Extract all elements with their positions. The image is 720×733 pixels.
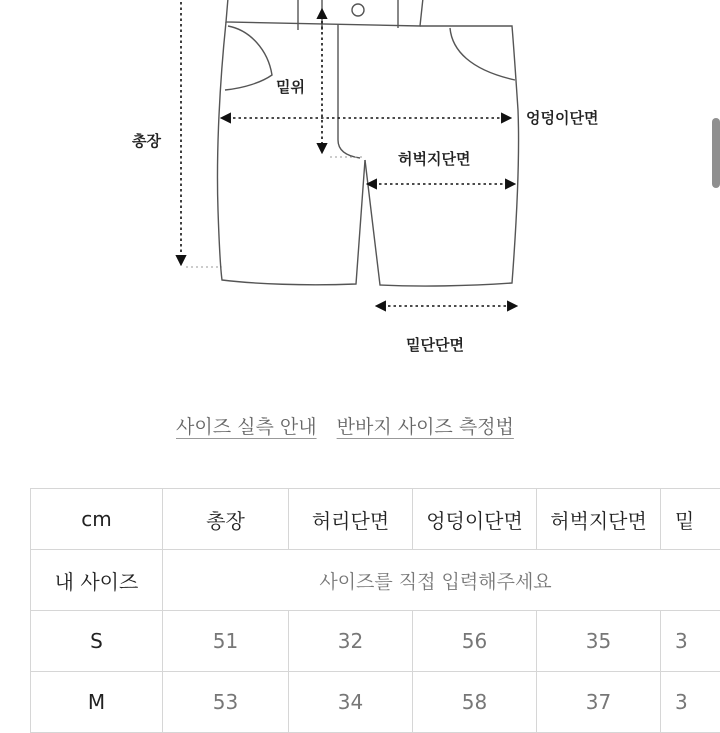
hem-label: 밑단단면 <box>406 334 464 355</box>
rise-label: 밑위 <box>276 76 305 97</box>
header-cell: 허벅지단면 <box>537 489 661 550</box>
size-cell: M <box>31 672 163 733</box>
my-size-label: 내 사이즈 <box>31 550 163 611</box>
value-cell: 51 <box>163 611 289 672</box>
table-row <box>31 672 720 733</box>
value-cell: 53 <box>163 672 289 733</box>
value-cell: 35 <box>537 611 661 672</box>
table-header-row <box>31 489 720 550</box>
my-size-input[interactable]: 사이즈를 직접 입력해주세요 <box>163 550 720 611</box>
my-size-row <box>31 550 720 611</box>
scrollbar-thumb[interactable] <box>712 118 720 188</box>
measure-guide-link[interactable]: 반바지 사이즈 측정법 <box>337 416 514 438</box>
header-cell: 허리단면 <box>289 489 413 550</box>
header-cell: 총장 <box>163 489 289 550</box>
size-table <box>30 488 720 733</box>
guide-links <box>176 412 528 439</box>
header-cell: 엉덩이단면 <box>413 489 537 550</box>
length-label: 총장 <box>132 130 161 151</box>
shorts-outline <box>217 0 518 286</box>
value-cell: 34 <box>289 672 413 733</box>
value-cell: 3 <box>661 672 720 733</box>
value-cell: 37 <box>537 672 661 733</box>
thigh-label: 허벅지단면 <box>398 148 470 169</box>
value-cell: 32 <box>289 611 413 672</box>
value-cell: 56 <box>413 611 537 672</box>
hip-label: 엉덩이단면 <box>526 107 598 128</box>
corner-cell: cm <box>31 489 163 550</box>
value-cell: 58 <box>413 672 537 733</box>
size-guide-link[interactable]: 사이즈 실측 안내 <box>176 416 317 438</box>
table-row <box>31 611 720 672</box>
size-cell: S <box>31 611 163 672</box>
header-cell: 밑 <box>661 489 720 550</box>
value-cell: 3 <box>661 611 720 672</box>
